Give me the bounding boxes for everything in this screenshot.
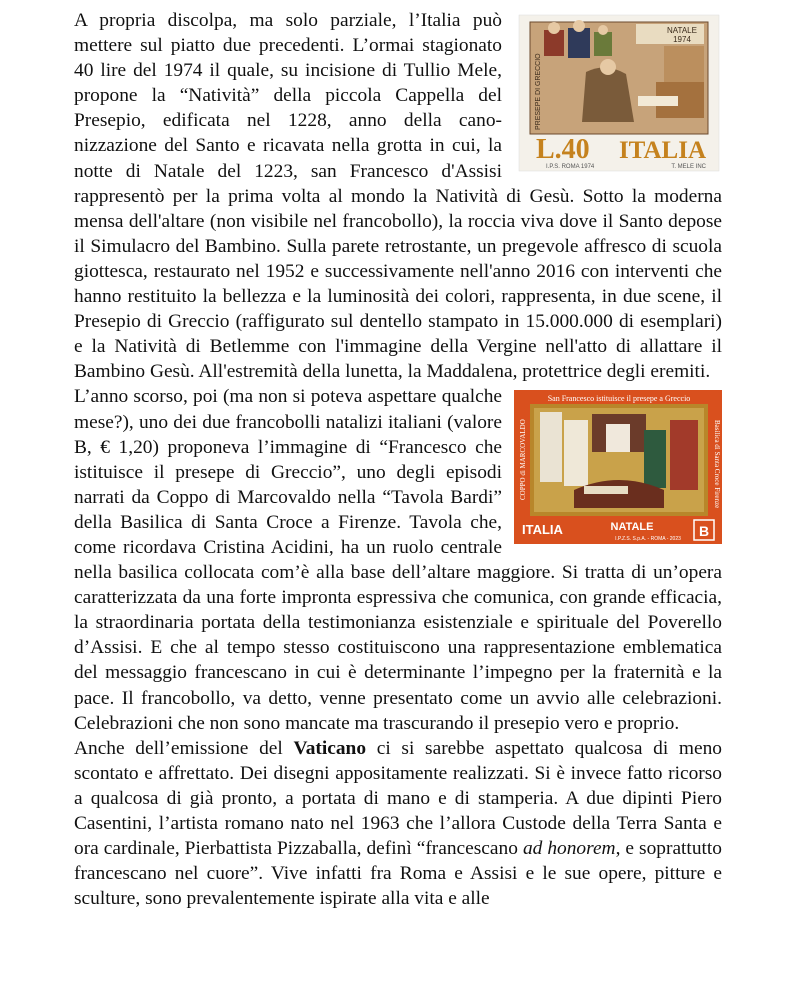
stamp1974-printer: I.P.S. ROMA 1974 <box>546 164 595 170</box>
stamp1974-engraver: T. MELE INC <box>671 164 706 170</box>
paragraph-1: A propria discolpa, ma solo parziale, l’Italia può mettere sul piatto due precedenti. L’ormai stagionato 40 lire del 1974 il quale, su incisione di Tullio Mele, propone la “Natività” della piccola Cappella del Presepio, edificata nel 1228, anno della canonizzazione del Santo e ricavata nella grotta in cui, la notte di Natale del 1223, san Francesco d'Assisi rappresentò per la prima volta al mondo la Natività di Gesù. Sotto la moderna mensa dell'altare (non visibile nel francobollo), la roccia viva dove il Santo depose il Simulacro del Bambino. Sulla parete retrostante, un pregevole affresco di scuola giottesca, restaurato nel 1952 e successivamente nell'anno 2016 con interventi che hanno restituito la bellezza e la luminosità dei colori, rappresenta, in due scene, il Presepio di Greccio (raffigurato sul dentello stampato in 15.000.000 di esemplari) e la Natività di Betlemme con l'immagine della Vergine nell'atto di allattare il Bambino Gesù. All'estremità della lunetta, la Maddalena, protettrice degli eremiti. <box>74 10 722 383</box>
stamp2023-title: San Francesco istituisce il presepe a Greccio <box>547 394 691 404</box>
stamp1974-natale: NATALE <box>667 26 697 35</box>
article-body <box>74 8 722 911</box>
stamp1974-year: 1974 <box>673 35 691 44</box>
stamp1974-country: ITALIA <box>618 137 706 164</box>
stamp2023-value: B <box>698 523 710 540</box>
stamp1974-side-text: PRESEPE DI GRECCIO <box>535 53 542 130</box>
p3-part-a: Anche dell’emissione del <box>74 737 294 759</box>
stamp2023-label: NATALE <box>610 521 654 534</box>
stamp2023-left-text: COPPO di MARCOVALDO <box>519 419 527 501</box>
stamp-1974-natale <box>516 12 722 174</box>
stamp2023-printer: I.P.Z.S. S.p.A. - ROMA - 2023 <box>615 536 681 543</box>
stamp2023-right-text: Basilica di Santa Croce Firenze <box>713 420 721 509</box>
stamp-2023-natale <box>514 390 722 544</box>
stamp2023-country: ITALIA <box>522 522 563 538</box>
stamp1974-value: L.40 <box>536 134 590 165</box>
paragraph-2: L’anno scorso, poi (ma non si poteva aspettare qualche mese?), uno dei due francobolli natalizi italiani (valore B, € 1,20) proponeva l’immagine di “Francesco che istituisce il presepe di Greccio”, uno degli episodi narrati da Coppo di Marcovaldo nella “Tavola Bardi” della Basilica di Santa Croce a Firenze. Tavola che, come ricordava Cristina Acidini, ha un ruolo centrale nella basilica collocata com’è alla base dell’altare maggiore. Si tratta di un’opera caratterizzata da una forte impronta espressiva che comunica, con grande efficacia, la straordinaria portata della testimonianza esistenziale e spirituale del Poverello d’Assisi. E che al tempo stesso costituiscono una rappresentazione emblematica del messaggio francescano in cui è determinante l’impegno per la fraternità e la pace. Il francobollo, va detto, venne presentato come un avvio alle celebrazioni. Celebrazioni che non sono mancate ma trascurando il presepio vero e proprio. <box>74 386 722 734</box>
vaticano-bold: Vaticano <box>293 737 367 759</box>
p3-part-c: , e soprattutto francescano nel cuore”. Vive infatti fra Roma e Assisi e le sue opere, pitture e sculture, sono prevalentemente ispirate alla vita e alle <box>74 838 722 910</box>
p3-part-b: ci si sarebbe aspettato qualcosa di meno scontato e affrettato. Dei disegni appositamente realizzati. Si è invece fatto ricorso a qualcosa di già pronto, a portata di mano e di stamperia. A due dipinti Piero Casentini, l’artista romano nato nel 1963 che l’allora Custode della Terra Santa e ora cardinale, Pierbattista Pizzaballa, definì “francescano <box>74 737 722 860</box>
ad-honorem-italic: ad honorem <box>522 838 616 860</box>
paragraph-3 <box>74 736 722 912</box>
